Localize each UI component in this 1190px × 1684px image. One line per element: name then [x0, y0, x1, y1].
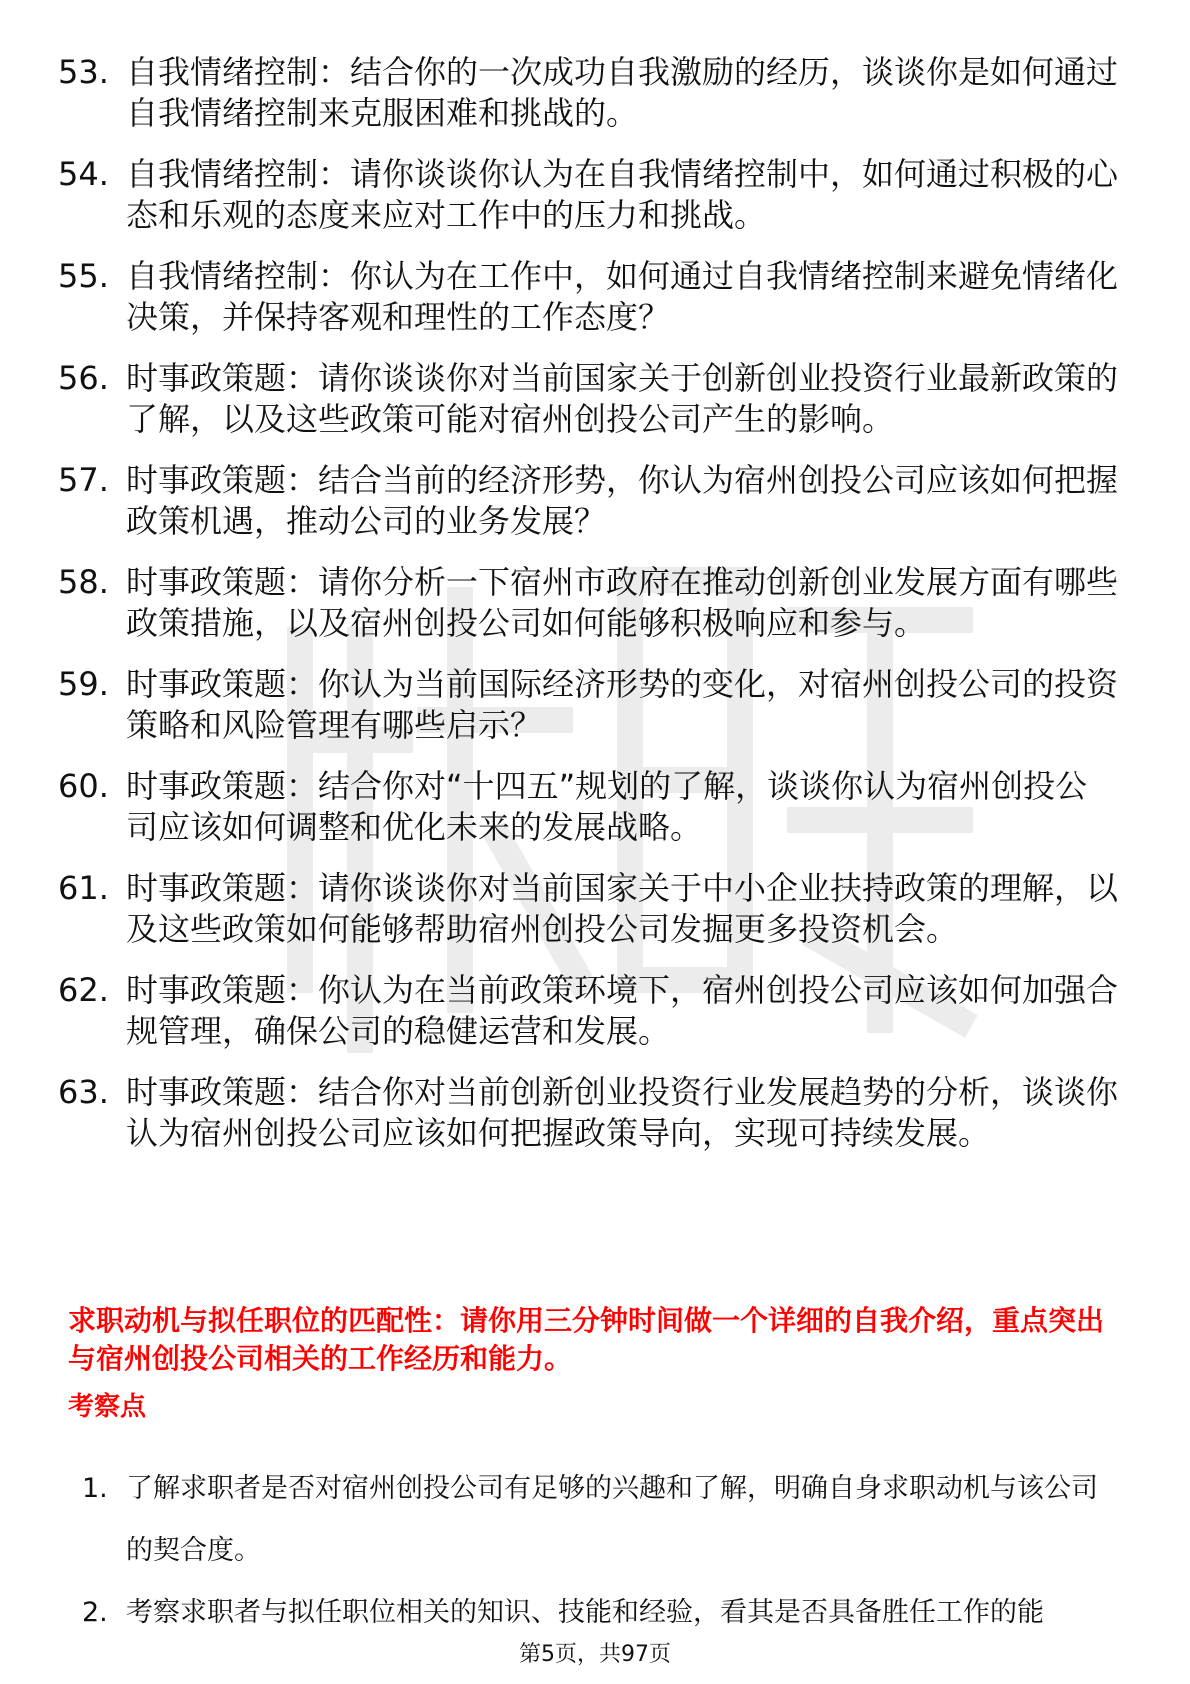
question-text: 时事政策题：结合当前的经济形势，你认为宿州创投公司应该如何把握政策机遇，推动公司的业务发展？ [126, 461, 1119, 540]
assessment-point [82, 1582, 1122, 1644]
question-item [58, 256, 1118, 338]
section-title: 求职动机与拟任职位的匹配性：请你用三分钟时间做一个详细的自我介绍，重点突出与宿州创投公司相关的工作经历和能力。 [68, 1304, 1105, 1375]
question-text: 自我情绪控制：你认为在工作中，如何通过自我情绪控制来避免情绪化决策，并保持客观和理性的工作态度？ [126, 257, 1119, 336]
question-text: 自我情绪控制：结合你的一次成功自我激励的经历，谈谈你是如何通过自我情绪控制来克服困难和挑战的。 [126, 53, 1119, 132]
question-number: 53. [58, 53, 109, 91]
question-item [58, 970, 1118, 1052]
assessment-point [82, 1458, 1122, 1582]
point-number: 2. [82, 1597, 108, 1628]
question-text: 自我情绪控制：请你谈谈你认为在自我情绪控制中，如何通过积极的心态和乐观的态度来应对工作中的压力和挑战。 [126, 155, 1119, 234]
question-text: 时事政策题：结合你对当前创新创业投资行业发展趋势的分析，谈谈你认为宿州创投公司应该如何把握政策导向，实现可持续发展。 [126, 1073, 1119, 1152]
question-item [58, 562, 1118, 644]
point-number: 1. [82, 1473, 108, 1504]
question-number: 61. [58, 869, 109, 907]
question-text: 时事政策题：请你谈谈你对当前国家关于创新创业投资行业最新政策的了解，以及这些政策可能对宿州创投公司产生的影响。 [126, 359, 1119, 438]
question-item [58, 1072, 1118, 1154]
question-text: 时事政策题：结合你对“十四五”规划的了解，谈谈你认为宿州创投公司应该如何调整和优化未来的发展战略。 [126, 767, 1088, 846]
question-number: 54. [58, 155, 109, 193]
question-number: 63. [58, 1073, 109, 1111]
assessment-points-heading: 考察点 [68, 1392, 147, 1422]
question-item [58, 460, 1118, 542]
point-text: 了解求职者是否对宿州创投公司有足够的兴趣和了解，明确自身求职动机与该公司的契合度。 [126, 1473, 1098, 1566]
question-item [58, 52, 1118, 134]
question-number: 56. [58, 359, 109, 397]
page-footer: 第5页，共97页 [519, 1642, 671, 1667]
question-number: 58. [58, 563, 109, 601]
question-number: 57. [58, 461, 109, 499]
question-number: 55. [58, 257, 109, 295]
question-item [58, 766, 1118, 848]
question-text: 时事政策题：你认为当前国际经济形势的变化，对宿州创投公司的投资策略和风险管理有哪些启示？ [126, 665, 1119, 744]
question-text: 时事政策题：你认为在当前政策环境下，宿州创投公司应该如何加强合规管理，确保公司的稳健运营和发展。 [126, 971, 1119, 1050]
assessment-points-list [82, 1458, 1122, 1644]
question-item [58, 358, 1118, 440]
question-list [58, 52, 1118, 1174]
question-item [58, 664, 1118, 746]
question-item [58, 154, 1118, 236]
question-text: 时事政策题：请你分析一下宿州市政府在推动创新创业发展方面有哪些政策措施，以及宿州创投公司如何能够积极响应和参与。 [126, 563, 1119, 642]
question-number: 60. [58, 767, 109, 805]
question-number: 59. [58, 665, 109, 703]
point-text: 考察求职者与拟任职位相关的知识、技能和经验，看其是否具备胜任工作的能 [126, 1597, 1044, 1628]
question-item [58, 868, 1118, 950]
question-number: 62. [58, 971, 109, 1009]
question-text: 时事政策题：请你谈谈你对当前国家关于中小企业扶持政策的理解，以及这些政策如何能够帮助宿州创投公司发掘更多投资机会。 [126, 869, 1119, 948]
